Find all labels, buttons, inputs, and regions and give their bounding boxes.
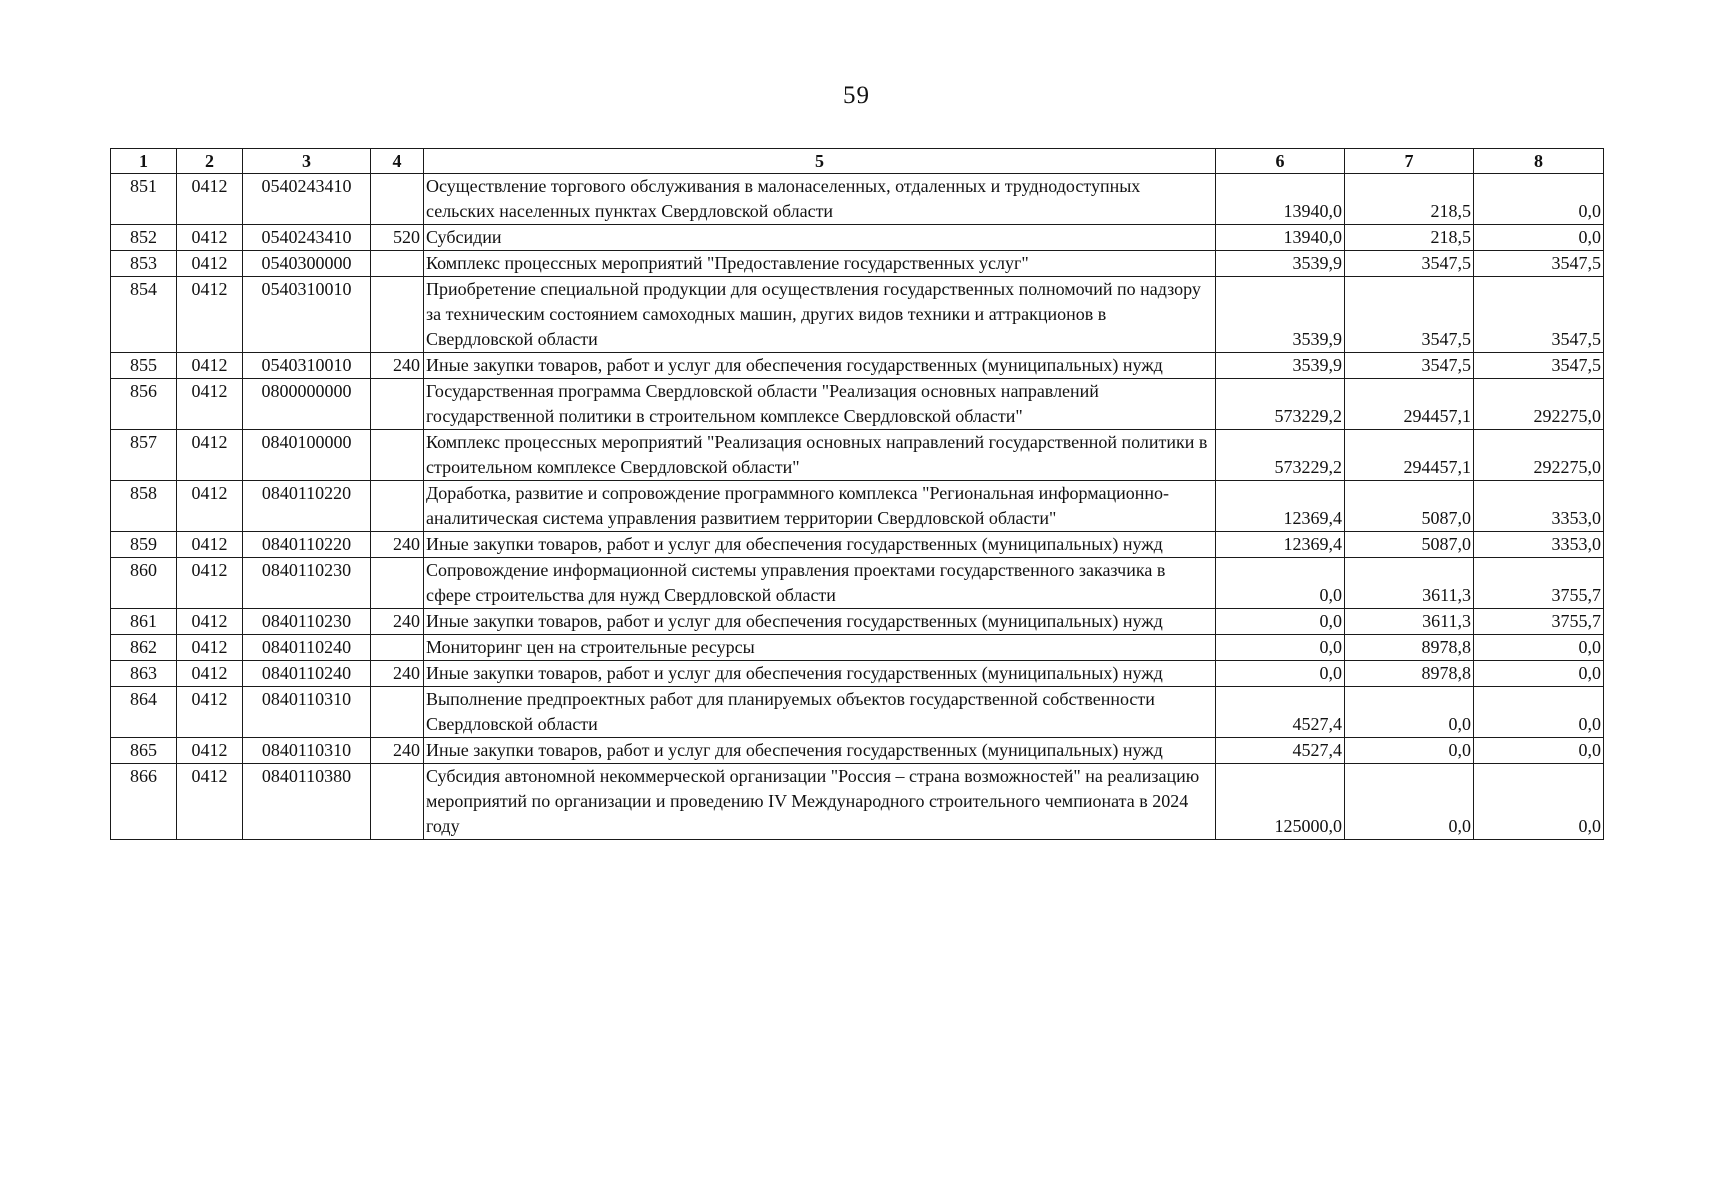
- amount-year-1-cell: 0,0: [1216, 609, 1345, 635]
- row-number-cell: 861: [111, 609, 177, 635]
- row-number-cell: 853: [111, 251, 177, 277]
- header-col-year-2: 7: [1345, 149, 1474, 174]
- amount-year-1-cell: 3539,9: [1216, 353, 1345, 379]
- target-article-cell: 0840110220: [243, 481, 371, 532]
- amount-year-3-cell: 3353,0: [1474, 532, 1604, 558]
- section-code-cell: 0412: [177, 635, 243, 661]
- row-number-cell: 864: [111, 687, 177, 738]
- target-article-cell: 0540310010: [243, 353, 371, 379]
- page-number: 59: [843, 82, 870, 109]
- amount-year-1-cell: 573229,2: [1216, 379, 1345, 430]
- amount-year-2-cell: 0,0: [1345, 687, 1474, 738]
- item-name-cell: Государственная программа Свердловской области "Реализация основных направлений государственной политики в строительном комплексе Свердловской области": [424, 379, 1216, 430]
- amount-year-2-cell: 218,5: [1345, 174, 1474, 225]
- header-col-section: 2: [177, 149, 243, 174]
- table-row: [111, 277, 1604, 353]
- expense-type-cell: 240: [371, 532, 424, 558]
- target-article-cell: 0840110310: [243, 687, 371, 738]
- amount-year-2-cell: 3547,5: [1345, 251, 1474, 277]
- target-article-cell: 0800000000: [243, 379, 371, 430]
- item-name-cell: Субсидии: [424, 225, 1216, 251]
- amount-year-3-cell: 0,0: [1474, 225, 1604, 251]
- expense-type-cell: [371, 764, 424, 840]
- section-code-cell: 0412: [177, 379, 243, 430]
- amount-year-3-cell: 3755,7: [1474, 609, 1604, 635]
- section-code-cell: 0412: [177, 430, 243, 481]
- item-name-cell: Осуществление торгового обслуживания в малонаселенных, отдаленных и труднодоступных сельских населенных пунктах Свердловской области: [424, 174, 1216, 225]
- amount-year-1-cell: 0,0: [1216, 558, 1345, 609]
- expense-type-cell: [371, 481, 424, 532]
- section-code-cell: 0412: [177, 661, 243, 687]
- section-code-cell: 0412: [177, 353, 243, 379]
- target-article-cell: 0840110230: [243, 558, 371, 609]
- amount-year-1-cell: 13940,0: [1216, 174, 1345, 225]
- row-number-cell: 859: [111, 532, 177, 558]
- amount-year-2-cell: 3611,3: [1345, 609, 1474, 635]
- target-article-cell: 0840110380: [243, 764, 371, 840]
- table-row: [111, 687, 1604, 738]
- amount-year-2-cell: 0,0: [1345, 738, 1474, 764]
- row-number-cell: 857: [111, 430, 177, 481]
- amount-year-2-cell: 218,5: [1345, 225, 1474, 251]
- item-name-cell: Мониторинг цен на строительные ресурсы: [424, 635, 1216, 661]
- item-name-cell: Иные закупки товаров, работ и услуг для обеспечения государственных (муниципальных) нужд: [424, 609, 1216, 635]
- amount-year-3-cell: 0,0: [1474, 174, 1604, 225]
- expense-type-cell: [371, 379, 424, 430]
- header-row: [111, 149, 1604, 174]
- expense-type-cell: [371, 277, 424, 353]
- expense-type-cell: [371, 174, 424, 225]
- header-col-row-number: 1: [111, 149, 177, 174]
- amount-year-3-cell: 3547,5: [1474, 277, 1604, 353]
- section-code-cell: 0412: [177, 481, 243, 532]
- section-code-cell: 0412: [177, 738, 243, 764]
- budget-table: [110, 148, 1604, 840]
- table-row: [111, 661, 1604, 687]
- amount-year-2-cell: 5087,0: [1345, 532, 1474, 558]
- row-number-cell: 855: [111, 353, 177, 379]
- amount-year-3-cell: 292275,0: [1474, 430, 1604, 481]
- row-number-cell: 860: [111, 558, 177, 609]
- section-code-cell: 0412: [177, 225, 243, 251]
- amount-year-1-cell: 125000,0: [1216, 764, 1345, 840]
- section-code-cell: 0412: [177, 251, 243, 277]
- expense-type-cell: [371, 558, 424, 609]
- amount-year-1-cell: 0,0: [1216, 661, 1345, 687]
- section-code-cell: 0412: [177, 174, 243, 225]
- target-article-cell: 0540243410: [243, 225, 371, 251]
- table-row: [111, 764, 1604, 840]
- amount-year-1-cell: 4527,4: [1216, 687, 1345, 738]
- table-row: [111, 738, 1604, 764]
- table-row: [111, 174, 1604, 225]
- expense-type-cell: [371, 430, 424, 481]
- amount-year-1-cell: 13940,0: [1216, 225, 1345, 251]
- item-name-cell: Иные закупки товаров, работ и услуг для обеспечения государственных (муниципальных) нужд: [424, 532, 1216, 558]
- row-number-cell: 858: [111, 481, 177, 532]
- item-name-cell: Иные закупки товаров, работ и услуг для обеспечения государственных (муниципальных) нужд: [424, 661, 1216, 687]
- target-article-cell: 0540243410: [243, 174, 371, 225]
- amount-year-1-cell: 3539,9: [1216, 251, 1345, 277]
- row-number-cell: 854: [111, 277, 177, 353]
- header-col-year-1: 6: [1216, 149, 1345, 174]
- item-name-cell: Комплекс процессных мероприятий "Реализация основных направлений государственной политики в строительном комплексе Свердловской области": [424, 430, 1216, 481]
- item-name-cell: Иные закупки товаров, работ и услуг для обеспечения государственных (муниципальных) нужд: [424, 738, 1216, 764]
- amount-year-3-cell: 3353,0: [1474, 481, 1604, 532]
- expense-type-cell: [371, 251, 424, 277]
- target-article-cell: 0840110220: [243, 532, 371, 558]
- amount-year-2-cell: 294457,1: [1345, 430, 1474, 481]
- amount-year-2-cell: 8978,8: [1345, 635, 1474, 661]
- expense-type-cell: 240: [371, 738, 424, 764]
- expense-type-cell: [371, 687, 424, 738]
- item-name-cell: Доработка, развитие и сопровождение программного комплекса "Региональная информационно-аналитическая система управления развитием территории Свердловской области": [424, 481, 1216, 532]
- target-article-cell: 0540310010: [243, 277, 371, 353]
- amount-year-1-cell: 12369,4: [1216, 532, 1345, 558]
- header-col-year-3: 8: [1474, 149, 1604, 174]
- target-article-cell: 0540300000: [243, 251, 371, 277]
- amount-year-3-cell: 0,0: [1474, 738, 1604, 764]
- table-row: [111, 635, 1604, 661]
- table-row: [111, 430, 1604, 481]
- amount-year-2-cell: 8978,8: [1345, 661, 1474, 687]
- amount-year-1-cell: 573229,2: [1216, 430, 1345, 481]
- amount-year-2-cell: 3547,5: [1345, 353, 1474, 379]
- header-col-expense-type: 4: [371, 149, 424, 174]
- amount-year-3-cell: 0,0: [1474, 764, 1604, 840]
- header-col-target-article: 3: [243, 149, 371, 174]
- table-row: [111, 251, 1604, 277]
- row-number-cell: 863: [111, 661, 177, 687]
- row-number-cell: 862: [111, 635, 177, 661]
- amount-year-2-cell: 3547,5: [1345, 277, 1474, 353]
- row-number-cell: 865: [111, 738, 177, 764]
- amount-year-3-cell: 292275,0: [1474, 379, 1604, 430]
- header-col-name: 5: [424, 149, 1216, 174]
- table-row: [111, 225, 1604, 251]
- amount-year-2-cell: 0,0: [1345, 764, 1474, 840]
- item-name-cell: Приобретение специальной продукции для осуществления государственных полномочий по надзору за техническим состоянием самоходных машин, других видов техники и аттракционов в Свердловской области: [424, 277, 1216, 353]
- section-code-cell: 0412: [177, 277, 243, 353]
- amount-year-3-cell: 0,0: [1474, 661, 1604, 687]
- amount-year-1-cell: 3539,9: [1216, 277, 1345, 353]
- target-article-cell: 0840110240: [243, 661, 371, 687]
- row-number-cell: 856: [111, 379, 177, 430]
- row-number-cell: 851: [111, 174, 177, 225]
- target-article-cell: 0840100000: [243, 430, 371, 481]
- item-name-cell: Субсидия автономной некоммерческой организации "Россия – страна возможностей" на реализацию мероприятий по организации и проведению IV Международного строительного чемпионата в 2024 году: [424, 764, 1216, 840]
- expense-type-cell: 240: [371, 609, 424, 635]
- expense-type-cell: 240: [371, 353, 424, 379]
- amount-year-2-cell: 3611,3: [1345, 558, 1474, 609]
- table-row: [111, 558, 1604, 609]
- target-article-cell: 0840110230: [243, 609, 371, 635]
- row-number-cell: 866: [111, 764, 177, 840]
- row-number-cell: 852: [111, 225, 177, 251]
- item-name-cell: Сопровождение информационной системы управления проектами государственного заказчика в сфере строительства для нужд Свердловской области: [424, 558, 1216, 609]
- item-name-cell: Иные закупки товаров, работ и услуг для обеспечения государственных (муниципальных) нужд: [424, 353, 1216, 379]
- table-body: [111, 174, 1604, 840]
- section-code-cell: 0412: [177, 558, 243, 609]
- table-row: [111, 481, 1604, 532]
- section-code-cell: 0412: [177, 764, 243, 840]
- expense-type-cell: 240: [371, 661, 424, 687]
- item-name-cell: Выполнение предпроектных работ для планируемых объектов государственной собственности Свердловской области: [424, 687, 1216, 738]
- table-header: [111, 149, 1604, 174]
- item-name-cell: Комплекс процессных мероприятий "Предоставление государственных услуг": [424, 251, 1216, 277]
- amount-year-1-cell: 12369,4: [1216, 481, 1345, 532]
- amount-year-1-cell: 0,0: [1216, 635, 1345, 661]
- amount-year-3-cell: 0,0: [1474, 635, 1604, 661]
- section-code-cell: 0412: [177, 687, 243, 738]
- table-row: [111, 353, 1604, 379]
- amount-year-3-cell: 3755,7: [1474, 558, 1604, 609]
- target-article-cell: 0840110240: [243, 635, 371, 661]
- section-code-cell: 0412: [177, 532, 243, 558]
- table-row: [111, 609, 1604, 635]
- target-article-cell: 0840110310: [243, 738, 371, 764]
- amount-year-3-cell: 3547,5: [1474, 353, 1604, 379]
- amount-year-2-cell: 294457,1: [1345, 379, 1474, 430]
- expense-type-cell: [371, 635, 424, 661]
- expense-type-cell: 520: [371, 225, 424, 251]
- amount-year-3-cell: 0,0: [1474, 687, 1604, 738]
- amount-year-1-cell: 4527,4: [1216, 738, 1345, 764]
- table-row: [111, 532, 1604, 558]
- amount-year-3-cell: 3547,5: [1474, 251, 1604, 277]
- amount-year-2-cell: 5087,0: [1345, 481, 1474, 532]
- section-code-cell: 0412: [177, 609, 243, 635]
- table-row: [111, 379, 1604, 430]
